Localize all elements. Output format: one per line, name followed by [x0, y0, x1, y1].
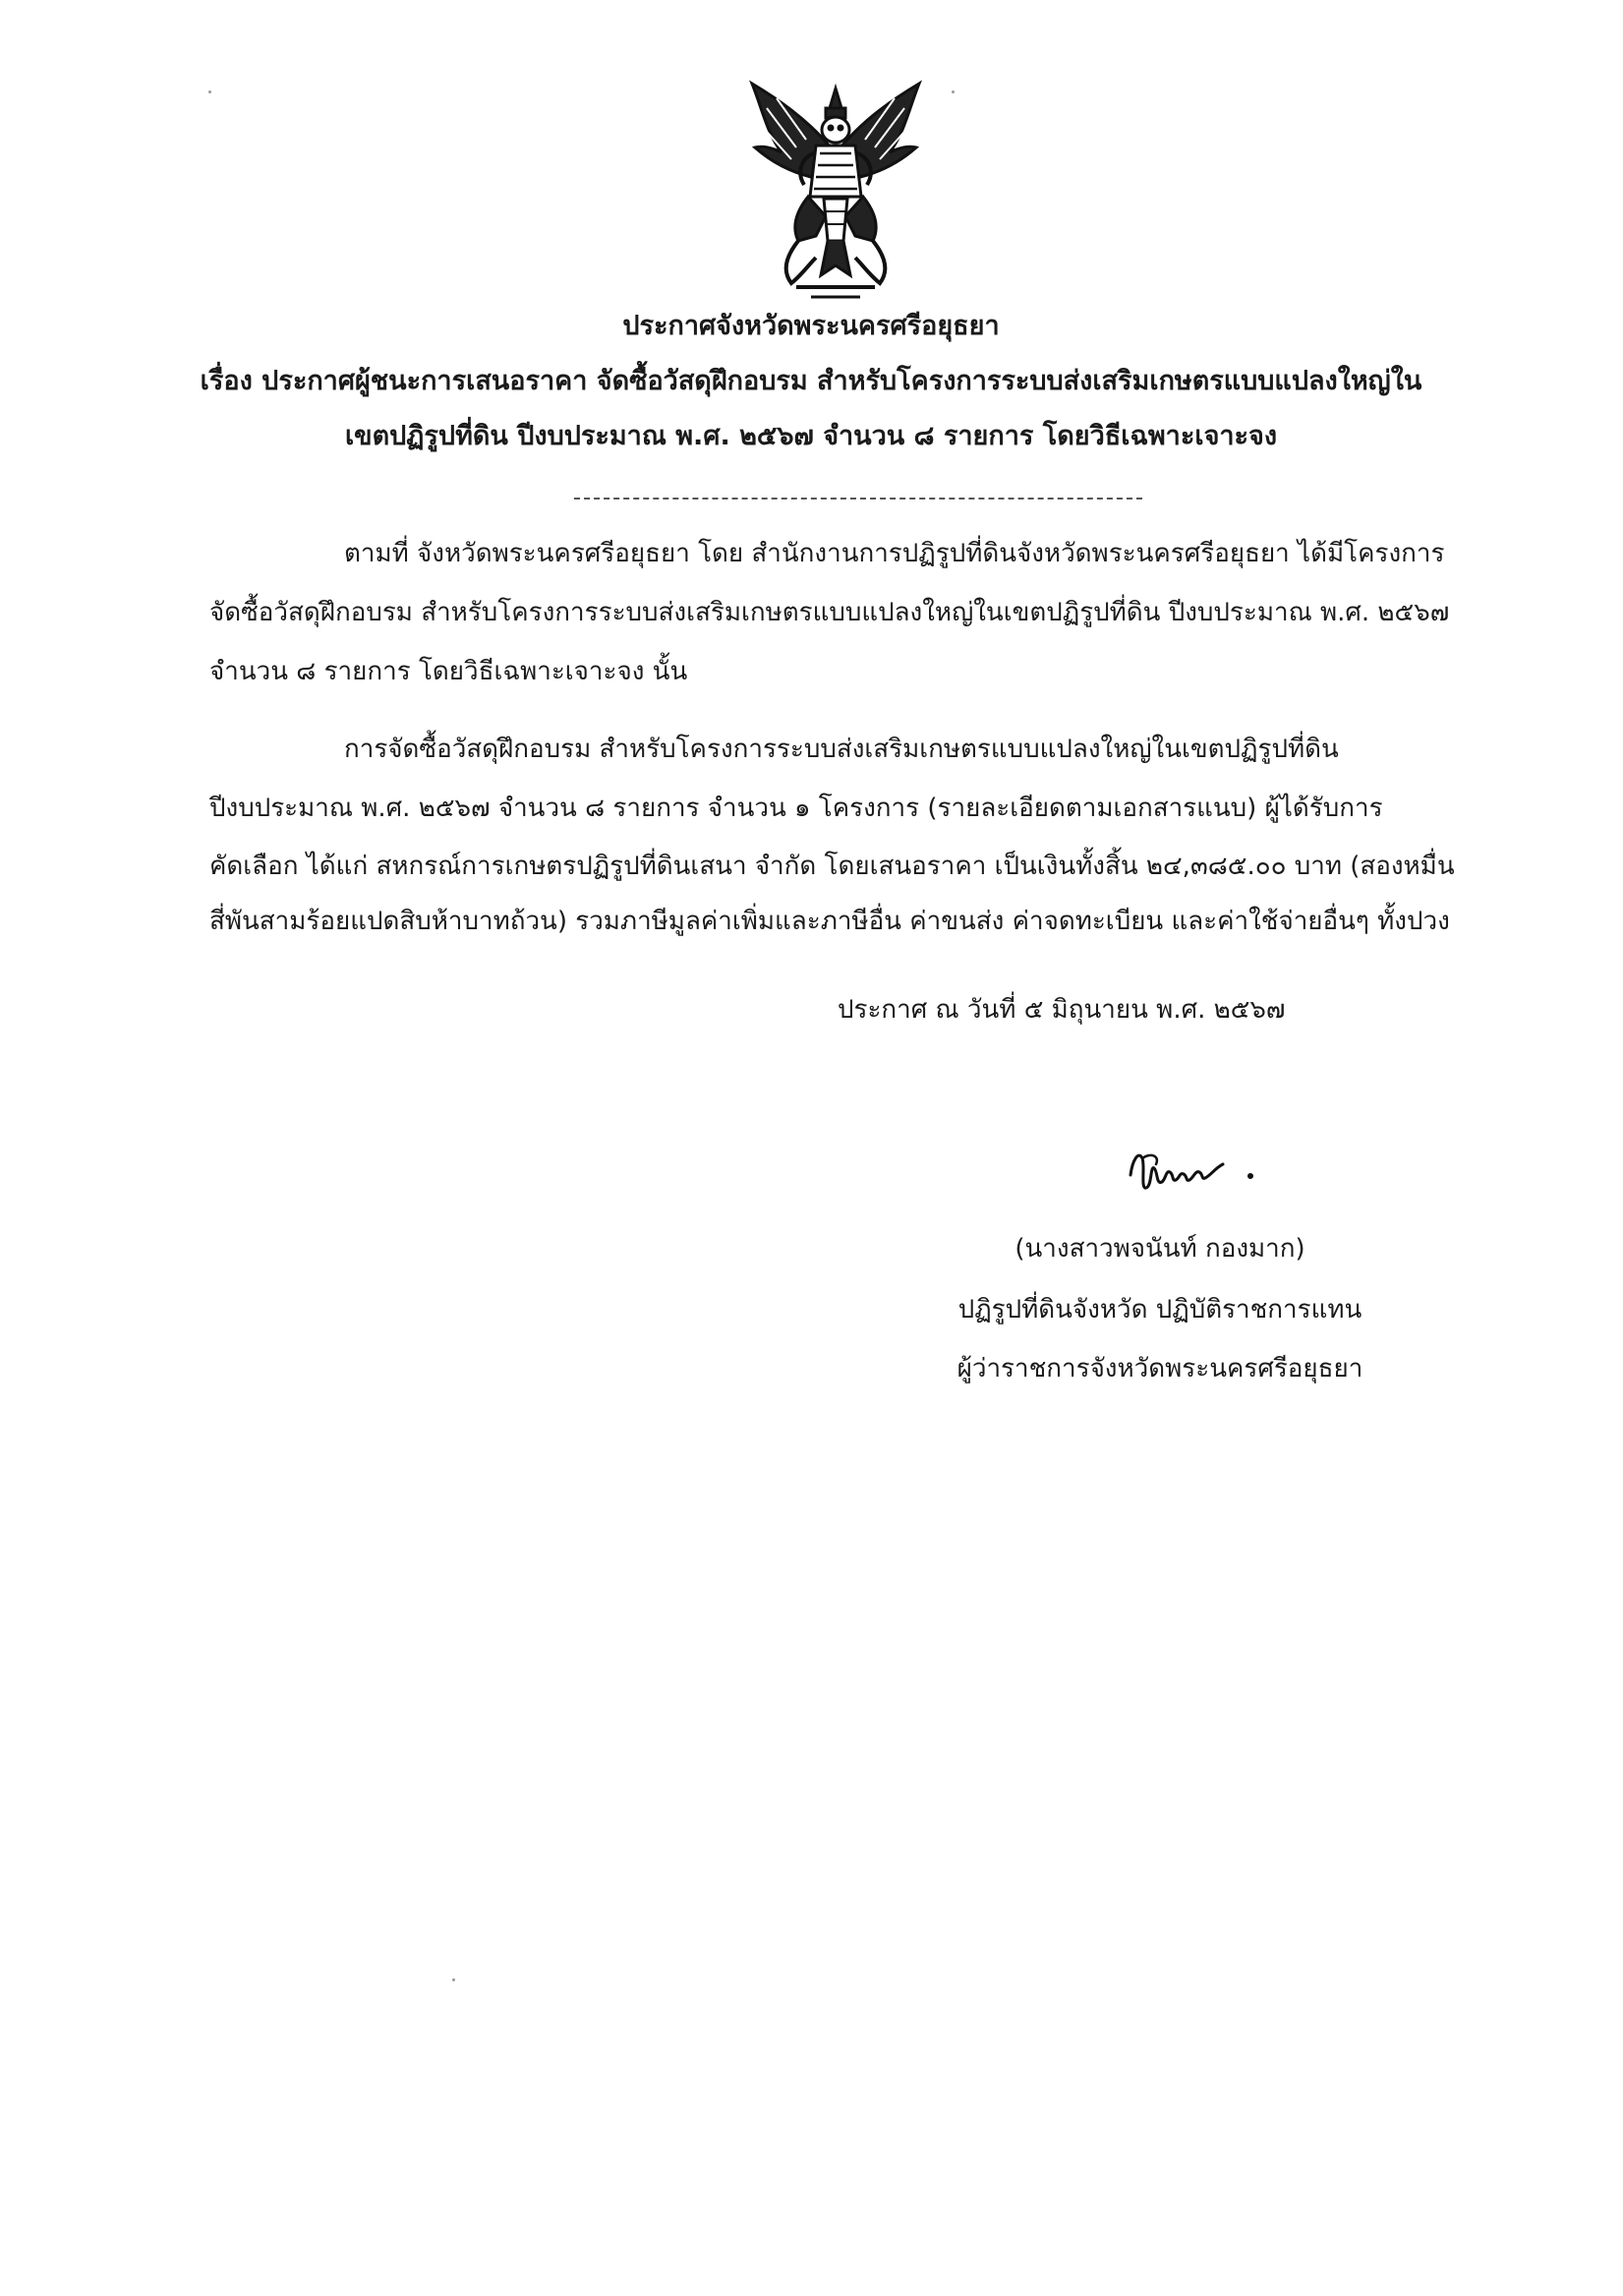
announcement-title: ประกาศจังหวัดพระนครศรีอยุธยา: [622, 311, 1000, 341]
paragraph-1-line-1: ตามที่ จังหวัดพระนครศรีอยุธยา โดย สำนักงานการปฏิรูปที่ดินจังหวัดพระนครศรีอยุธยา ได้มีโครงการ: [344, 539, 1445, 568]
announcement-date: ประกาศ ณ วันที่ ๕ มิถุนายน พ.ศ. ๒๕๖๗: [838, 995, 1286, 1025]
paragraph-1-line-3: จำนวน ๘ รายการ โดยวิธีเฉพาะเจาะจง นั้น: [209, 657, 688, 686]
paragraph-2-line-3: คัดเลือก ได้แก่ สหกรณ์การเกษตรปฏิรูปที่ดินเสนา จำกัด โดยเสนอราคา เป็นเงินทั้งสิ้น ๒๔,๓๘๕.๐๐ บาท (สองหมื่น: [209, 852, 1455, 881]
subject-line-2: เขตปฏิรูปที่ดิน ปีงบประมาณ พ.ศ. ๒๕๖๗ จำนวน ๘ รายการ โดยวิธีเฉพาะเจาะจง: [344, 421, 1278, 451]
signatory-position-2: ผู้ว่าราชการจังหวัดพระนครศรีอยุธยา: [956, 1354, 1363, 1383]
dashed-divider: [574, 498, 1142, 500]
subject-line-1: เรื่อง ประกาศผู้ชนะการเสนอราคา จัดซื้อวัสดุฝึกอบรม สำหรับโครงการระบบส่งเสริมเกษตรแบบแปลงใหญ่ใน: [200, 366, 1422, 396]
paragraph-2-line-2: ปีงบประมาณ พ.ศ. ๒๕๖๗ จำนวน ๘ รายการ จำนวน ๑ โครงการ (รายละเอียดตามเอกสารแนบ) ผู้ได้รับการ: [209, 794, 1383, 823]
scan-speck: [208, 90, 211, 93]
garuda-emblem-icon: [737, 79, 934, 305]
scan-speck: [952, 90, 955, 93]
handwritten-signature-icon: [1121, 1131, 1278, 1209]
scan-speck: [452, 1978, 455, 1981]
paragraph-2-line-1: การจัดซื้อวัสดุฝึกอบรม สำหรับโครงการระบบส่งเสริมเกษตรแบบแปลงใหญ่ในเขตปฏิรูปที่ดิน: [344, 735, 1339, 764]
paragraph-2-line-4: สี่พันสามร้อยแปดสิบห้าบาทถ้วน) รวมภาษีมูลค่าเพิ่มและภาษีอื่น ค่าขนส่ง ค่าจดทะเบียน และค่าใช้จ่ายอื่นๆ ทั้งปวง: [209, 907, 1450, 936]
paragraph-1-line-2: จัดซื้อวัสดุฝึกอบรม สำหรับโครงการระบบส่งเสริมเกษตรแบบแปลงใหญ่ในเขตปฏิรูปที่ดิน ปีงบประมาณ พ.ศ. ๒๕๖๗: [209, 598, 1450, 627]
signatory-name: (นางสาวพจนันท์ กองมาก): [1014, 1234, 1305, 1264]
signatory-position-1: ปฏิรูปที่ดินจังหวัด ปฏิบัติราชการแทน: [957, 1295, 1362, 1325]
